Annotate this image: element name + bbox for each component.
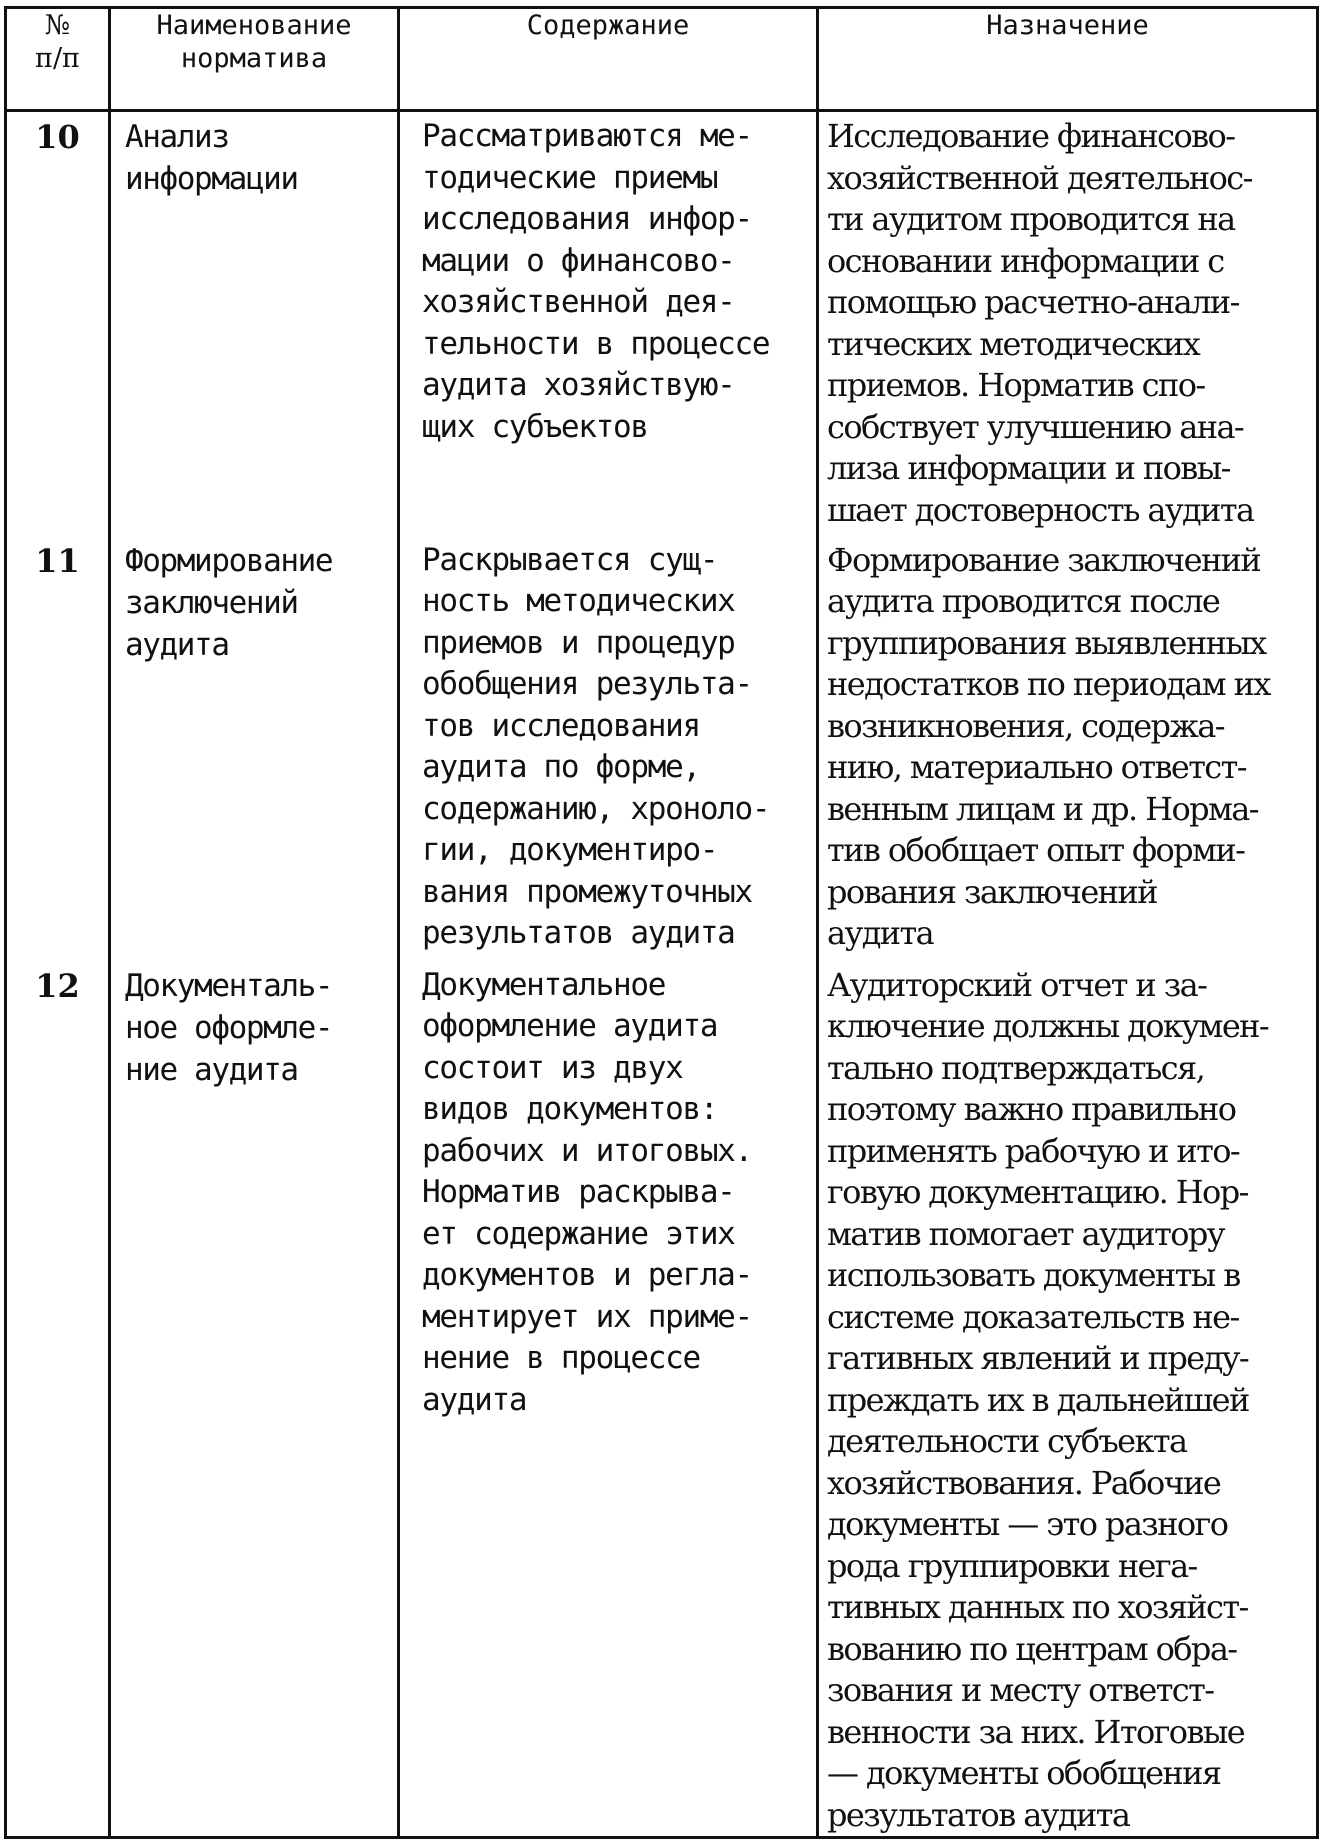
purpose-line: системе доказательств не-	[827, 1297, 1239, 1336]
purpose-line: недостатков по периодам их	[827, 665, 1270, 703]
content-line: хозяйственной дея-	[422, 284, 735, 320]
content-line: содержанию, хроноло-	[422, 790, 770, 827]
content-line: щих субъектов	[422, 408, 648, 445]
table-row	[6, 961, 1318, 1838]
purpose-line: говую документацию. Нор-	[827, 1173, 1248, 1211]
header-name-line: Наименование	[156, 10, 352, 41]
purpose-line: документы — это разного	[827, 1505, 1228, 1543]
content-line: состоит из двух	[422, 1049, 683, 1086]
purpose-line: шает достоверность аудита	[827, 490, 1254, 529]
content-line: видов документов:	[422, 1091, 718, 1127]
purpose-line: результатов аудита	[827, 1795, 1130, 1834]
header-name-line: норматива	[180, 43, 328, 74]
purpose-line: преждать их в дальнейшей	[827, 1380, 1249, 1419]
content-line: тельности в процессе	[422, 325, 770, 362]
content-line: аудита хозяйствую-	[422, 367, 735, 403]
table-row	[6, 536, 1318, 961]
purpose-line: аудита	[827, 914, 934, 952]
purpose-line: тивных данных по хозяйст-	[827, 1588, 1248, 1626]
row-name-cell	[110, 961, 399, 1838]
content-line: рабочих и итоговых.	[422, 1132, 752, 1169]
purpose-line: матив помогает аудитору	[827, 1214, 1225, 1253]
purpose-line: вованию по центрам обра-	[827, 1629, 1237, 1668]
purpose-line: деятельности субъекта	[827, 1422, 1187, 1460]
name-line: Формирование	[125, 542, 333, 579]
row-number-cell	[6, 961, 110, 1838]
row-number: 10	[35, 118, 80, 156]
row-name-cell	[110, 536, 399, 961]
row-name-cell	[110, 111, 399, 536]
content-line: ность методических	[422, 583, 735, 619]
content-line: гии, документиро-	[422, 832, 718, 868]
name-line: ное оформле-	[125, 1009, 333, 1046]
content-line: ет содержание этих	[422, 1215, 735, 1252]
purpose-line: — документы обобщения	[827, 1754, 1221, 1792]
purpose-line: применять рабочую и ито-	[827, 1131, 1240, 1170]
purpose-line: аудита проводится после	[827, 582, 1220, 620]
content-line: вания промежуточных	[422, 873, 752, 910]
content-line: тов исследования	[422, 707, 700, 744]
purpose-line: хозяйствования. Рабочие	[827, 1463, 1221, 1502]
content-line: Раскрывается сущ-	[422, 541, 718, 578]
content-line: Рассматриваются ме-	[422, 118, 752, 154]
header-purpose	[818, 8, 1318, 111]
name-line: заключений	[125, 584, 298, 621]
content-line: аудита	[422, 1381, 527, 1418]
purpose-line: лиза информации и повы-	[827, 449, 1230, 487]
row-number: 12	[35, 966, 80, 1005]
header-purpose-line: Назначение	[986, 10, 1149, 41]
header-number-line: п/п	[34, 43, 81, 74]
row-number: 11	[35, 541, 80, 580]
name-line: информации	[125, 161, 298, 197]
row-number-cell	[6, 536, 110, 961]
row-purpose-cell	[818, 536, 1318, 961]
purpose-line: поэтому важно правильно	[827, 1090, 1236, 1128]
purpose-line: Формирование заключений	[827, 540, 1261, 579]
purpose-line: собствует улучшению ана-	[827, 407, 1244, 446]
content-line: тодические приемы	[422, 159, 718, 196]
purpose-line: возникновения, содержа-	[827, 706, 1224, 745]
header-name	[110, 8, 399, 111]
purpose-line: ти аудитом проводится на	[827, 200, 1235, 238]
content-line: ментирует их приме-	[422, 1298, 752, 1335]
header-row	[6, 8, 1318, 111]
content-line: мации о финансово-	[422, 242, 735, 279]
row-number-cell	[6, 111, 110, 536]
purpose-line: тических методических	[827, 324, 1200, 363]
normatives-table	[4, 6, 1319, 1839]
purpose-line: зования и месту ответст-	[827, 1671, 1214, 1709]
row-purpose-cell	[818, 961, 1318, 1838]
purpose-line: Исследование финансово-	[827, 117, 1235, 155]
purpose-line: рования заключений	[827, 872, 1157, 911]
name-line: Документаль-	[125, 967, 333, 1004]
row-content-cell	[399, 961, 818, 1838]
row-content-cell	[399, 111, 818, 536]
row-purpose-cell	[818, 111, 1318, 536]
content-line: результатов аудита	[422, 915, 735, 951]
header-content-line: Содержание	[526, 10, 690, 41]
name-line: ние аудита	[125, 1051, 298, 1088]
row-content-cell	[399, 536, 818, 961]
content-line: документов и регла-	[422, 1257, 752, 1293]
header-number	[6, 8, 110, 111]
purpose-line: Аудиторский отчет и за-	[827, 965, 1207, 1004]
purpose-line: приемов. Норматив спо-	[827, 366, 1205, 404]
purpose-line: нию, материально ответст-	[827, 748, 1246, 786]
purpose-line: венным лицам и др. Норма-	[827, 789, 1258, 828]
purpose-line: тив обобщает опыт форми-	[827, 831, 1245, 869]
purpose-line: рода группировки нега-	[827, 1546, 1197, 1585]
purpose-line: ключение должны докумен-	[827, 1007, 1269, 1045]
content-line: исследования инфор-	[422, 201, 752, 237]
purpose-line: использовать документы в	[827, 1256, 1240, 1294]
content-line: нение в процессе	[422, 1340, 700, 1376]
content-line: оформление аудита	[422, 1008, 718, 1044]
purpose-line: тально подтверждаться,	[827, 1048, 1205, 1087]
content-line: обобщения результа-	[422, 666, 752, 702]
table-row	[6, 111, 1318, 536]
name-line: Анализ	[125, 119, 229, 155]
purpose-line: основании информации с	[827, 241, 1224, 280]
content-line: приемов и процедур	[422, 624, 735, 661]
name-line: аудита	[125, 626, 229, 663]
content-line: Норматив раскрыва-	[422, 1174, 735, 1210]
purpose-line: гативных явлений и преду-	[827, 1339, 1249, 1377]
purpose-line: венности за них. Итоговые	[827, 1712, 1245, 1751]
purpose-line: хозяйственной деятельнос-	[827, 158, 1252, 197]
purpose-line: группирования выявленных	[827, 623, 1266, 662]
header-content	[399, 8, 818, 111]
header-number-line: №	[44, 10, 71, 41]
content-line: Документальное	[422, 966, 666, 1003]
purpose-line: помощью расчетно-анали-	[827, 283, 1239, 321]
content-line: аудита по форме,	[422, 749, 700, 785]
